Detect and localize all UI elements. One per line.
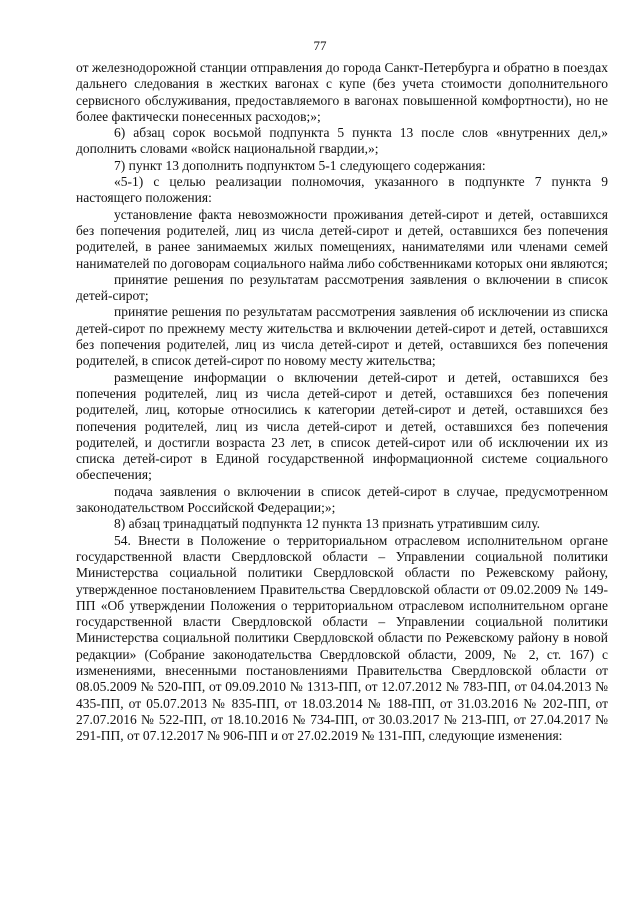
paragraph-8: размещение информации о включении детей-сирот и детей, оставшихся без попечения родителей, лиц из числа детей-сирот и детей, оставшихся без попечения родителей, лиц, которые относились к категории детей-сирот и детей, оставшихся без попечения родителей, лиц из числа детей-сирот и детей, оставшихся без попечения родителей, и достигли возраста 23 лет, в список детей-сирот или об исключении их из списка детей-сирот в Единой государственной информационной системе социального обеспечения; (76, 369, 608, 483)
paragraph-9: подача заявления о включении в список детей-сирот в случае, предусмотренном законодательством Российской Федерации;»; (76, 483, 608, 516)
paragraph-3: 7) пункт 13 дополнить подпунктом 5-1 следующего содержания: (114, 157, 486, 173)
paragraph-7: принятие решения по результатам рассмотрения заявления об исключении из списка детей-сирот по прежнему месту жительства и включении детей-сирот и детей, оставшихся без попечения родителей, лиц из числа детей-сирот и детей, оставшихся без попечения родителей, в список детей-сирот по новому месту жительства; (76, 304, 608, 369)
paragraph-6: принятие решения по результатам рассмотрения заявления о включении в список детей-сирот; (76, 271, 608, 304)
paragraph-2: 6) абзац сорок восьмой подпункта 5 пункта 13 после слов «внутренних дел,» дополнить словами «войск национальной гвардии,»; (76, 125, 608, 157)
paragraph-4: «5-1) с целью реализации полномочия, указанного в подпункте 7 пункта 9 настоящего положения: (76, 174, 608, 206)
paragraph-1: от железнодорожной станции отправления до города Санкт-Петербурга и обратно в поездах дальнего следования в жестких вагонах с купе (без учета стоимости дополнительного сервисного обслуживания, предоставляемого в вагонах повышенной комфортности), но не более фактически понесенных расходов;»; (76, 60, 608, 124)
paragraph-11: 54. Внести в Положение о территориальном отраслевом исполнительном органе государственной власти Свердловской области – Управлении социальной политики Министерства социальной политики Свердловской области по Режевскому району, утвержденное постановлением Правительства Свердловской области от 09.02.2009 № 149-ПП «Об утверждении Положения о территориальном отраслевом исполнительном органе государственной власти Свердловской области – Управлении социальной политики Министерства социальной политики Свердловской области по Режевскому району в новой редакции» (Собрание законодательства Свердловской области, 2009, № 2, ст. 167) с изменениями, внесенными постановлениями Правительства Свердловской области от 08.05.2009 № 520-ПП, от 09.09.2010 № 1313-ПП, от 12.07.2012 № 783-ПП, от 04.04.2013 № 435-ПП, от 05.07.2013 № 835-ПП, от 18.03.2014 № 188-ПП, от 31.03.2016 № 202-ПП, от 27.07.2016 № 522-ПП, от 18.10.2016 № 734-ПП, от 30.03.2017 № 213-ПП, от 27.04.2017 № 291-ПП, от 07.12.2017 № 906-ПП и от 27.02.2019 № 131-ПП, следующие изменения: (76, 532, 608, 744)
page-number: 77 (313, 38, 327, 53)
paragraph-10: 8) абзац тринадцатый подпункта 12 пункта 13 признать утратившим силу. (114, 516, 540, 532)
paragraph-5: установление факта невозможности проживания детей-сирот и детей, оставшихся без попечения родителей, лиц из числа детей-сирот и детей, оставшихся без попечения родителей, в ранее занимаемых жилых помещениях, нанимателями или членами семей нанимателей по договорам социального найма либо собственниками которых они являются; (76, 206, 608, 271)
document-body (76, 60, 608, 744)
